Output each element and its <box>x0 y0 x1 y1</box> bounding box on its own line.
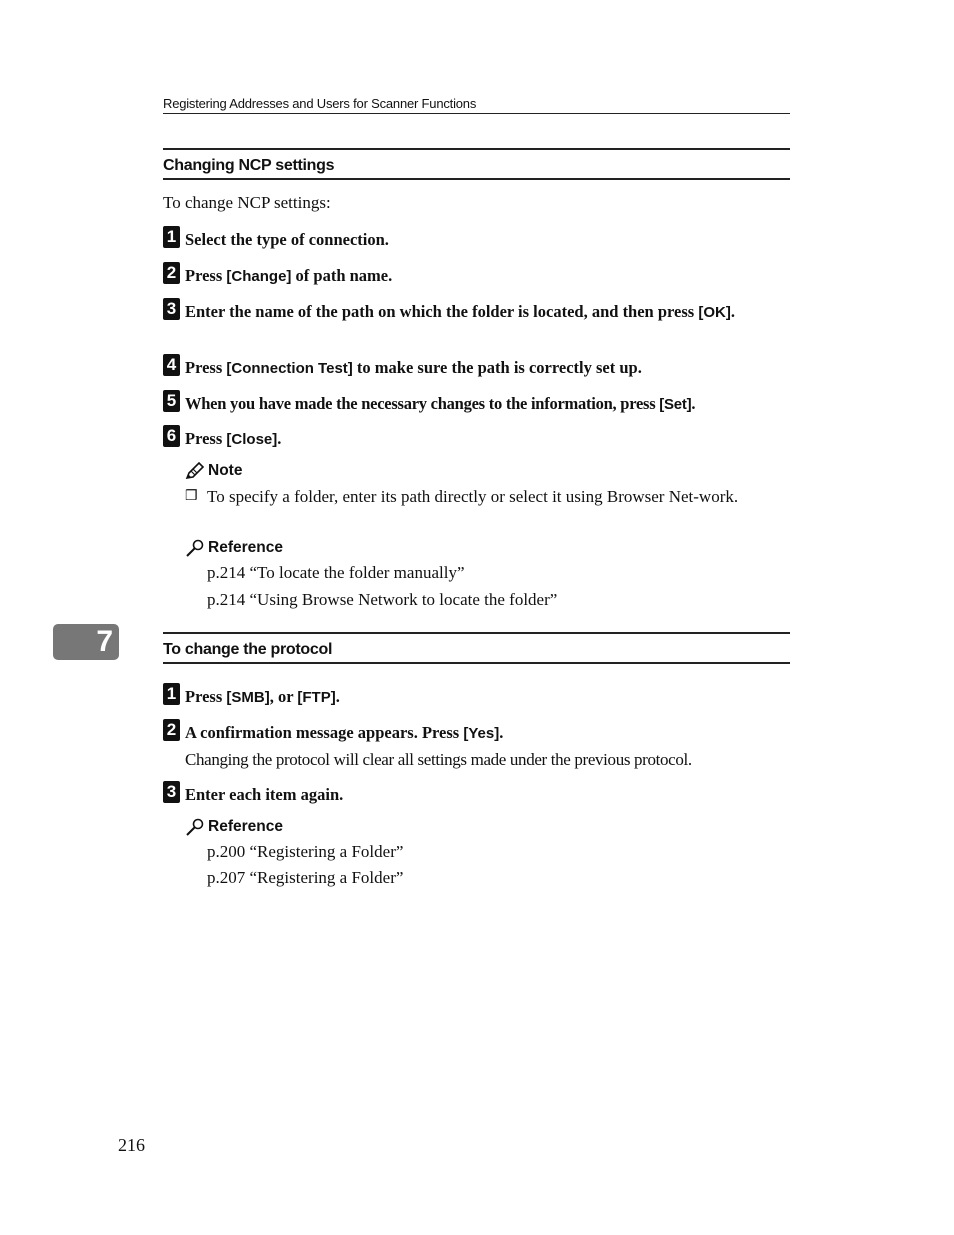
step-number: 3 <box>163 781 180 803</box>
step-text-part: Enter the name of the path on which the folder is located, and then press <box>185 302 699 321</box>
step-number: 4 <box>163 354 180 376</box>
section-title: To change the protocol <box>163 641 333 658</box>
reference-link[interactable]: p.207 “Registering a Folder” <box>207 868 404 887</box>
key-smb: [SMB] <box>226 689 270 706</box>
key-yes: [Yes] <box>463 725 500 742</box>
intro-text: To change NCP settings: <box>163 193 331 212</box>
step-text-part: Press <box>185 358 227 377</box>
running-header: Registering Addresses and Users for Scanner Functions <box>163 96 790 114</box>
step-3 <box>163 299 791 323</box>
step-text-part: . <box>730 302 735 321</box>
step-number: 6 <box>163 425 180 447</box>
note-heading <box>185 462 242 480</box>
key-connection-test: [Connection Test] <box>226 360 353 377</box>
key-set: [Set] <box>659 396 692 413</box>
step-text-part: Enter each item again. <box>185 785 344 804</box>
section-title: Changing NCP settings <box>163 157 335 174</box>
step-2 <box>163 263 791 287</box>
step-text <box>185 230 791 250</box>
step-5 <box>163 391 791 415</box>
step-text-part: . <box>691 394 696 413</box>
reference-label: Reference <box>208 539 283 556</box>
step-number: 2 <box>163 262 180 284</box>
key-close: [Close] <box>226 431 278 448</box>
key-change: [Change] <box>226 268 292 285</box>
step-text-part: Select the type of connection. <box>185 230 389 249</box>
note-label: Note <box>208 462 243 479</box>
key-ftp: [FTP] <box>297 689 336 706</box>
step-number: 1 <box>163 226 180 248</box>
checkbox-bullet-icon: ❒ <box>185 489 198 504</box>
step-number: 2 <box>163 719 180 741</box>
reference-label: Reference <box>208 818 283 835</box>
step-1 <box>163 227 791 250</box>
step-text <box>185 785 791 805</box>
step-number: 3 <box>163 298 180 320</box>
step-text-part: , or <box>269 687 298 706</box>
key-ok: [OK] <box>698 304 731 321</box>
step-number: 1 <box>163 683 180 705</box>
page-number: 216 <box>118 1135 145 1155</box>
step-text <box>185 302 791 323</box>
step-body: Changing the protocol will clear all settings made under the previous protocol. <box>185 750 692 769</box>
step-text-part: of path name. <box>291 266 393 285</box>
reference-link[interactable]: p.214 “To locate the folder manually” <box>207 563 465 582</box>
chapter-tab: 7 <box>53 624 119 660</box>
note-text: To specify a folder, enter its path directly or select it using Browser Net-work. <box>207 487 739 506</box>
step-text-part: Press <box>185 687 227 706</box>
step-text-part: A confirmation message appears. Press <box>185 723 464 742</box>
step-text-part: . <box>277 429 282 448</box>
step-text-part: When you have made the necessary changes to the information, press <box>185 394 660 413</box>
reference-link[interactable]: p.200 “Registering a Folder” <box>207 842 404 861</box>
step-4 <box>163 355 791 379</box>
step-text <box>185 358 791 379</box>
step-2 <box>163 720 791 770</box>
reference-link[interactable]: p.214 “Using Browse Network to locate the folder” <box>207 590 558 609</box>
section-heading-ncp <box>163 148 790 180</box>
reference-heading <box>185 818 283 836</box>
step-text <box>185 723 791 744</box>
step-text-part: Press <box>185 266 227 285</box>
step-text-part: to make sure the path is correctly set up. <box>352 358 642 377</box>
step-6 <box>163 426 791 450</box>
magnifier-icon <box>185 818 205 836</box>
step-text-part: . <box>499 723 504 742</box>
step-text <box>185 394 791 415</box>
step-text <box>185 266 791 287</box>
step-1 <box>163 684 791 708</box>
step-text-part: . <box>335 687 340 706</box>
pencil-icon <box>185 462 205 480</box>
magnifier-icon <box>185 539 205 557</box>
step-number: 5 <box>163 390 180 412</box>
step-text <box>185 687 791 708</box>
step-text-part: Press <box>185 429 227 448</box>
note-item <box>185 487 791 507</box>
reference-heading <box>185 539 283 557</box>
section-heading-protocol <box>163 632 790 664</box>
step-text <box>185 429 791 450</box>
step-3 <box>163 782 791 805</box>
